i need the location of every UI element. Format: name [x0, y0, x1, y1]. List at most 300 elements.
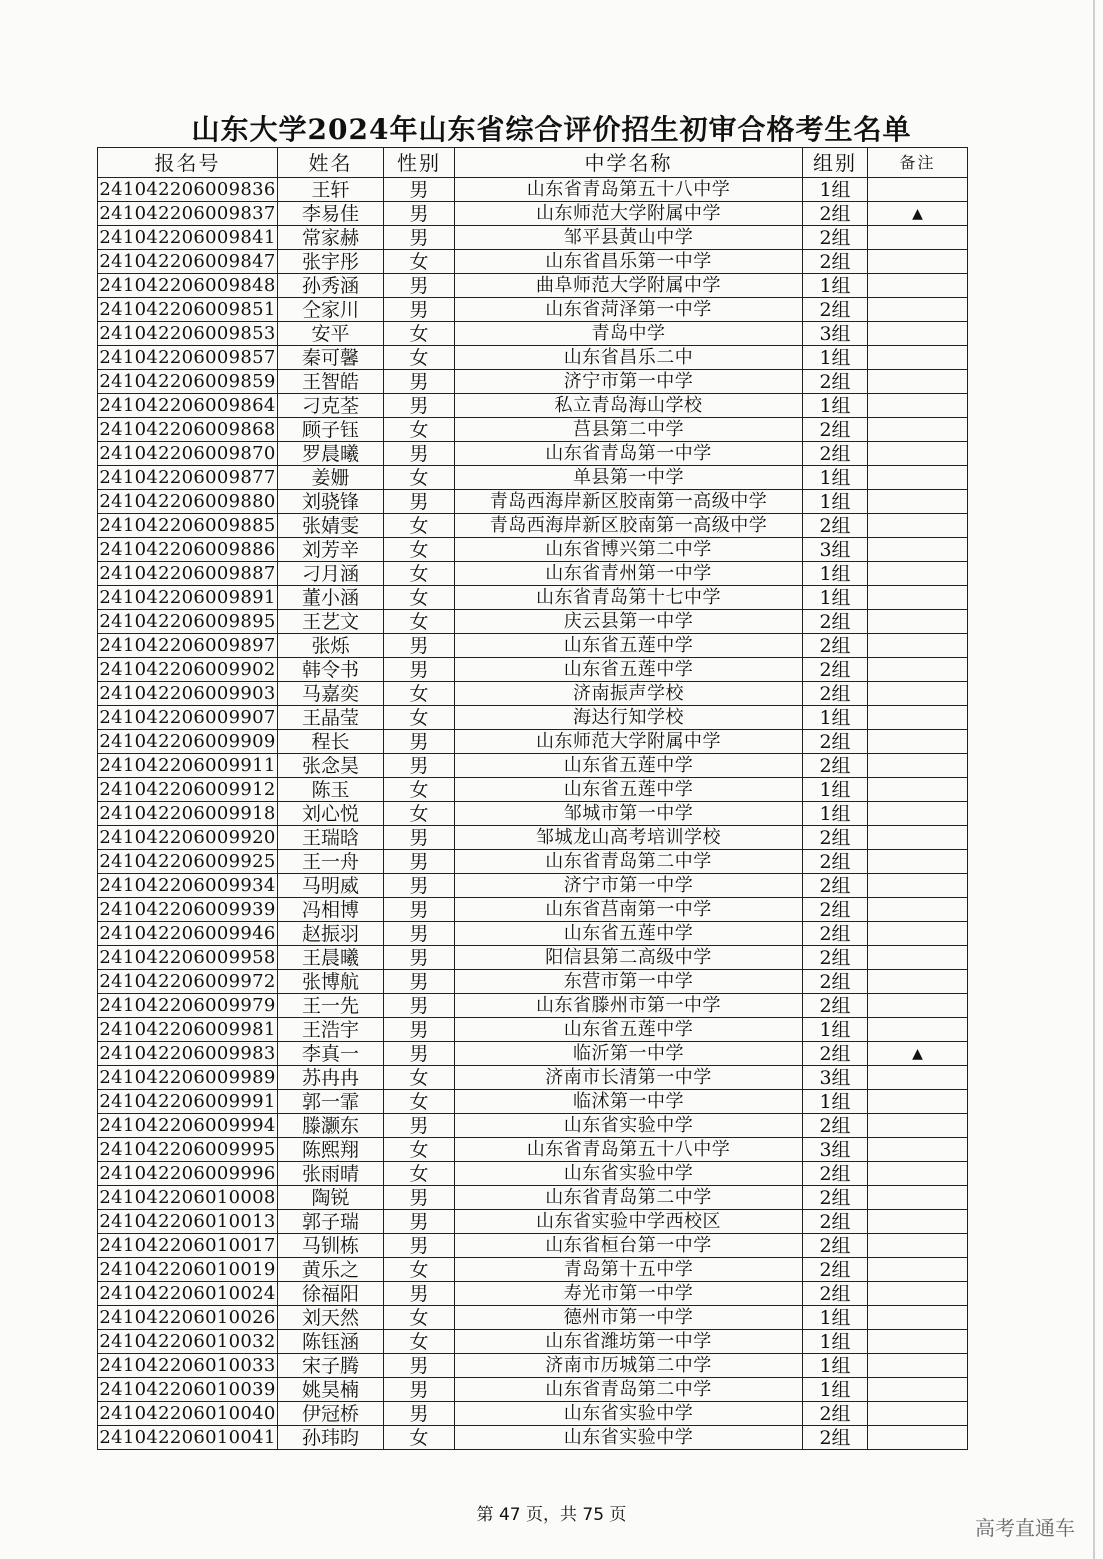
cell-sex: 女 [384, 250, 455, 274]
cell-note [868, 514, 968, 538]
cell-note [868, 850, 968, 874]
cell-school: 山东省五莲中学 [455, 922, 803, 946]
table-row [98, 466, 968, 490]
cell-note [868, 994, 968, 1018]
cell-group: 1组 [803, 802, 868, 826]
cell-id: 241042206009887 [99, 562, 276, 584]
cell-name: 刁月涵 [278, 562, 384, 586]
table-row [98, 922, 968, 946]
table-row [98, 1234, 968, 1258]
cell-sex: 女 [384, 1330, 455, 1354]
cell-note [868, 1282, 968, 1306]
cell-group: 2组 [803, 730, 868, 754]
cell-group: 3组 [803, 538, 868, 562]
cell-sex: 男 [384, 970, 455, 994]
cell-note [868, 610, 968, 634]
cell-group: 2组 [803, 1402, 868, 1426]
cell-school: 邹城龙山高考培训学校 [455, 826, 803, 850]
cell-name: 董小涵 [278, 586, 384, 610]
cell-sex: 女 [384, 778, 455, 802]
table-row [98, 874, 968, 898]
cell-sex: 男 [384, 946, 455, 970]
header-name: 姓名 [278, 148, 384, 178]
cell-group: 1组 [803, 1306, 868, 1330]
table-row [98, 802, 968, 826]
cell-note [868, 826, 968, 850]
table-row [98, 1210, 968, 1234]
cell-id: 241042206009911 [99, 754, 276, 776]
cell-note [868, 1354, 968, 1378]
cell-sex: 女 [384, 322, 455, 346]
header-school: 中学名称 [455, 148, 803, 178]
cell-sex: 男 [384, 874, 455, 898]
cell-sex: 男 [384, 1402, 455, 1426]
cell-school: 山东省实验中学 [455, 1426, 803, 1450]
cell-school: 山东省菏泽第一中学 [455, 298, 803, 322]
cell-group: 3组 [803, 1138, 868, 1162]
cell-school: 莒县第二中学 [455, 418, 803, 442]
cell-name: 刘芳辛 [278, 538, 384, 562]
watermark: 高考直通车 [975, 1516, 1075, 1540]
cell-name: 刘天然 [278, 1306, 384, 1330]
document-title: 山东大学2024年山东省综合评价招生初审合格考生名单 [191, 113, 912, 146]
cell-school: 私立青岛海山学校 [455, 394, 803, 418]
cell-school: 寿光市第一中学 [455, 1282, 803, 1306]
cell-id: 241042206009934 [99, 874, 276, 896]
cell-name: 刁克荃 [278, 394, 384, 418]
cell-name: 陶锐 [278, 1186, 384, 1210]
cell-name: 宋子腾 [278, 1354, 384, 1378]
cell-school: 青岛第十五中学 [455, 1258, 803, 1282]
cell-sex: 男 [384, 202, 455, 226]
cell-group: 2组 [803, 874, 868, 898]
cell-group: 2组 [803, 250, 868, 274]
table-row [98, 778, 968, 802]
table-row [98, 898, 968, 922]
cell-note [868, 754, 968, 778]
cell-group: 2组 [803, 1114, 868, 1138]
cell-group: 1组 [803, 586, 868, 610]
cell-group: 2组 [803, 1426, 868, 1450]
cell-note [868, 274, 968, 298]
cell-group: 2组 [803, 442, 868, 466]
cell-id: 241042206009925 [99, 850, 276, 872]
cell-school: 临沭第一中学 [455, 1090, 803, 1114]
cell-group: 2组 [803, 1162, 868, 1186]
cell-group: 2组 [803, 1186, 868, 1210]
cell-school: 山东省桓台第一中学 [455, 1234, 803, 1258]
cell-id: 241042206010017 [99, 1234, 276, 1256]
cell-note [868, 1066, 968, 1090]
table-row [98, 634, 968, 658]
cell-school: 山东省实验中学 [455, 1402, 803, 1426]
cell-note [868, 1162, 968, 1186]
table-row [98, 706, 968, 730]
table-row [98, 370, 968, 394]
table-row [98, 946, 968, 970]
cell-note [868, 1330, 968, 1354]
table-row [98, 1138, 968, 1162]
cell-group: 1组 [803, 1330, 868, 1354]
cell-sex: 男 [384, 898, 455, 922]
cell-sex: 女 [384, 1090, 455, 1114]
cell-sex: 男 [384, 1234, 455, 1258]
cell-group: 2组 [803, 298, 868, 322]
cell-school: 济宁市第一中学 [455, 874, 803, 898]
cell-note [868, 250, 968, 274]
cell-school: 邹平县黄山中学 [455, 226, 803, 250]
table-row [98, 1186, 968, 1210]
table-row [98, 586, 968, 610]
cell-sex: 女 [384, 466, 455, 490]
cell-note [868, 730, 968, 754]
cell-name: 张念昊 [278, 754, 384, 778]
cell-id: 241042206009897 [99, 634, 276, 656]
cell-group: 1组 [803, 1090, 868, 1114]
cell-name: 李真一 [278, 1042, 384, 1066]
cell-school: 曲阜师范大学附属中学 [455, 274, 803, 298]
table-row [98, 178, 968, 202]
cell-name: 王瑞晗 [278, 826, 384, 850]
cell-id: 241042206010013 [99, 1210, 276, 1232]
cell-id: 241042206009920 [99, 826, 276, 848]
cell-group: 2组 [803, 922, 868, 946]
cell-school: 山东省五莲中学 [455, 634, 803, 658]
cell-id: 241042206009909 [99, 730, 276, 752]
table-row [98, 322, 968, 346]
cell-sex: 女 [384, 586, 455, 610]
cell-group: 3组 [803, 1066, 868, 1090]
cell-school: 临沂第一中学 [455, 1042, 803, 1066]
cell-name: 秦可馨 [278, 346, 384, 370]
cell-sex: 男 [384, 274, 455, 298]
cell-id: 241042206009939 [99, 898, 276, 920]
cell-name: 陈熙翔 [278, 1138, 384, 1162]
cell-name: 张雨晴 [278, 1162, 384, 1186]
cell-name: 王智皓 [278, 370, 384, 394]
cell-note [868, 778, 968, 802]
cell-id: 241042206009972 [99, 970, 276, 992]
table-row [98, 1114, 968, 1138]
cell-group: 2组 [803, 850, 868, 874]
cell-school: 山东省昌乐二中 [455, 346, 803, 370]
cell-name: 顾子钰 [278, 418, 384, 442]
cell-note [868, 466, 968, 490]
cell-school: 单县第一中学 [455, 466, 803, 490]
cell-note [868, 898, 968, 922]
cell-note [868, 1402, 968, 1426]
cell-name: 马明威 [278, 874, 384, 898]
cell-sex: 男 [384, 634, 455, 658]
cell-name: 马嘉奕 [278, 682, 384, 706]
cell-name: 仝家川 [278, 298, 384, 322]
cell-group: 2组 [803, 754, 868, 778]
table-row [98, 754, 968, 778]
cell-group: 2组 [803, 682, 868, 706]
cell-note [868, 1090, 968, 1114]
cell-name: 马钏栋 [278, 1234, 384, 1258]
cell-note [868, 1258, 968, 1282]
cell-sex: 女 [384, 706, 455, 730]
cell-sex: 女 [384, 1426, 455, 1450]
cell-id: 241042206009994 [99, 1114, 276, 1136]
cell-school: 山东省滕州市第一中学 [455, 994, 803, 1018]
cell-school: 济南市历城第二中学 [455, 1354, 803, 1378]
cell-name: 姚昊楠 [278, 1378, 384, 1402]
cell-sex: 男 [384, 178, 455, 202]
cell-id: 241042206010033 [99, 1354, 276, 1376]
cell-group: 1组 [803, 394, 868, 418]
cell-note [868, 1210, 968, 1234]
cell-id: 241042206009981 [99, 1018, 276, 1040]
cell-group: 1组 [803, 706, 868, 730]
cell-note [868, 538, 968, 562]
cell-school: 青岛西海岸新区胶南第一高级中学 [455, 490, 803, 514]
cell-group: 3组 [803, 322, 868, 346]
cell-name: 李易佳 [278, 202, 384, 226]
cell-name: 赵振羽 [278, 922, 384, 946]
cell-name: 陈玉 [278, 778, 384, 802]
cell-name: 黄乐之 [278, 1258, 384, 1282]
cell-school: 山东省实验中学 [455, 1162, 803, 1186]
cell-name: 滕灏东 [278, 1114, 384, 1138]
cell-id: 241042206009995 [99, 1138, 276, 1160]
cell-name: 王一舟 [278, 850, 384, 874]
cell-id: 241042206009912 [99, 778, 276, 800]
cell-id: 241042206009886 [99, 538, 276, 560]
table-row [98, 1018, 968, 1042]
cell-note [868, 370, 968, 394]
cell-group: 2组 [803, 1258, 868, 1282]
cell-id: 241042206009848 [99, 274, 276, 296]
cell-id: 241042206009847 [99, 250, 276, 272]
cell-note [868, 562, 968, 586]
cell-name: 罗晨曦 [278, 442, 384, 466]
cell-sex: 女 [384, 1138, 455, 1162]
cell-sex: 男 [384, 1186, 455, 1210]
table-row [98, 1066, 968, 1090]
cell-sex: 女 [384, 418, 455, 442]
cell-note [868, 226, 968, 250]
cell-note [868, 346, 968, 370]
cell-note: ▲ [868, 202, 968, 226]
table-row [98, 682, 968, 706]
cell-group: 1组 [803, 274, 868, 298]
cell-school: 青岛中学 [455, 322, 803, 346]
cell-name: 常家赫 [278, 226, 384, 250]
cell-note [868, 658, 968, 682]
cell-id: 241042206009958 [99, 946, 276, 968]
cell-group: 2组 [803, 970, 868, 994]
cell-sex: 男 [384, 850, 455, 874]
cell-sex: 男 [384, 1018, 455, 1042]
cell-sex: 女 [384, 610, 455, 634]
cell-note [868, 586, 968, 610]
cell-group: 1组 [803, 178, 868, 202]
cell-id: 241042206010041 [99, 1426, 276, 1448]
cell-id: 241042206010026 [99, 1306, 276, 1328]
cell-note [868, 1186, 968, 1210]
cell-school: 德州市第一中学 [455, 1306, 803, 1330]
cell-name: 郭子瑞 [278, 1210, 384, 1234]
cell-sex: 男 [384, 1378, 455, 1402]
cell-school: 山东师范大学附属中学 [455, 202, 803, 226]
table-row [98, 538, 968, 562]
cell-note [868, 874, 968, 898]
cell-id: 241042206009836 [99, 178, 276, 200]
table-row [98, 418, 968, 442]
cell-note [868, 1306, 968, 1330]
cell-group: 2组 [803, 658, 868, 682]
header-note: 备注 [868, 148, 968, 178]
cell-name: 孙玮昀 [278, 1426, 384, 1450]
cell-school: 济南振声学校 [455, 682, 803, 706]
cell-note [868, 970, 968, 994]
cell-school: 山东省莒南第一中学 [455, 898, 803, 922]
cell-note [868, 394, 968, 418]
cell-note [868, 322, 968, 346]
cell-sex: 女 [384, 538, 455, 562]
cell-sex: 男 [384, 826, 455, 850]
cell-group: 1组 [803, 1354, 868, 1378]
cell-group: 2组 [803, 202, 868, 226]
cell-id: 241042206009859 [99, 370, 276, 392]
cell-id: 241042206009907 [99, 706, 276, 728]
table-row [98, 994, 968, 1018]
cell-school: 山东省实验中学西校区 [455, 1210, 803, 1234]
table-row [98, 1426, 968, 1450]
table-row [98, 226, 968, 250]
cell-group: 2组 [803, 1282, 868, 1306]
cell-sex: 男 [384, 754, 455, 778]
cell-name: 徐福阳 [278, 1282, 384, 1306]
table-body [98, 178, 968, 1450]
cell-id: 241042206009868 [99, 418, 276, 440]
cell-sex: 男 [384, 1210, 455, 1234]
cell-id: 241042206009870 [99, 442, 276, 464]
cell-id: 241042206009837 [99, 202, 276, 224]
table-row [98, 1402, 968, 1426]
cell-group: 2组 [803, 1234, 868, 1258]
cell-sex: 男 [384, 442, 455, 466]
cell-note [868, 634, 968, 658]
cell-group: 2组 [803, 226, 868, 250]
table-row [98, 250, 968, 274]
table-header-row [98, 148, 968, 178]
cell-note [868, 178, 968, 202]
cell-id: 241042206009885 [99, 514, 276, 536]
cell-group: 2组 [803, 1210, 868, 1234]
table-row [98, 274, 968, 298]
cell-group: 1组 [803, 562, 868, 586]
cell-id: 241042206010032 [99, 1330, 276, 1352]
cell-school: 济宁市第一中学 [455, 370, 803, 394]
cell-sex: 女 [384, 1162, 455, 1186]
cell-name: 张宇彤 [278, 250, 384, 274]
table-row [98, 1354, 968, 1378]
cell-school: 海达行知学校 [455, 706, 803, 730]
cell-note [868, 1378, 968, 1402]
cell-id: 241042206009946 [99, 922, 276, 944]
cell-note [868, 922, 968, 946]
cell-sex: 女 [384, 514, 455, 538]
cell-id: 241042206009902 [99, 658, 276, 680]
cell-name: 张烁 [278, 634, 384, 658]
cell-name: 安平 [278, 322, 384, 346]
cell-note [868, 1114, 968, 1138]
cell-name: 张婧雯 [278, 514, 384, 538]
cell-name: 冯相博 [278, 898, 384, 922]
cell-name: 郭一霏 [278, 1090, 384, 1114]
cell-sex: 男 [384, 1282, 455, 1306]
cell-note: ▲ [868, 1042, 968, 1066]
cell-id: 241042206009918 [99, 802, 276, 824]
cell-sex: 男 [384, 490, 455, 514]
cell-group: 2组 [803, 634, 868, 658]
cell-name: 王艺文 [278, 610, 384, 634]
cell-note [868, 802, 968, 826]
cell-group: 2组 [803, 1042, 868, 1066]
cell-group: 1组 [803, 1378, 868, 1402]
table-row [98, 1162, 968, 1186]
cell-school: 山东省青岛第一中学 [455, 442, 803, 466]
table-row [98, 1090, 968, 1114]
cell-note [868, 1018, 968, 1042]
cell-school: 山东省五莲中学 [455, 778, 803, 802]
cell-sex: 女 [384, 346, 455, 370]
cell-group: 2组 [803, 514, 868, 538]
cell-note [868, 946, 968, 970]
cell-sex: 男 [384, 226, 455, 250]
cell-sex: 女 [384, 1306, 455, 1330]
cell-name: 陈钰涵 [278, 1330, 384, 1354]
cell-id: 241042206009989 [99, 1066, 276, 1088]
cell-school: 山东省五莲中学 [455, 1018, 803, 1042]
cell-id: 241042206009991 [99, 1090, 276, 1112]
cell-id: 241042206009853 [99, 322, 276, 344]
cell-school: 济南市长清第一中学 [455, 1066, 803, 1090]
cell-sex: 女 [384, 562, 455, 586]
cell-group: 1组 [803, 1018, 868, 1042]
cell-note [868, 418, 968, 442]
cell-school: 山东省青岛第十七中学 [455, 586, 803, 610]
table-row [98, 346, 968, 370]
cell-school: 山东省青州第一中学 [455, 562, 803, 586]
table-row [98, 394, 968, 418]
cell-name: 伊冠桥 [278, 1402, 384, 1426]
cell-note [868, 298, 968, 322]
cell-group: 1组 [803, 466, 868, 490]
cell-school: 山东省青岛第二中学 [455, 1186, 803, 1210]
cell-sex: 男 [384, 922, 455, 946]
cell-note [868, 1138, 968, 1162]
cell-school: 山东省青岛第五十八中学 [455, 1138, 803, 1162]
candidate-table [97, 147, 968, 1450]
table-row [98, 298, 968, 322]
cell-school: 庆云县第一中学 [455, 610, 803, 634]
cell-name: 姜姗 [278, 466, 384, 490]
cell-school: 山东省青岛第五十八中学 [455, 178, 803, 202]
cell-group: 2组 [803, 370, 868, 394]
table-row [98, 850, 968, 874]
cell-school: 邹城市第一中学 [455, 802, 803, 826]
cell-id: 241042206009979 [99, 994, 276, 1016]
scan-edge [1093, 0, 1095, 1559]
cell-name: 韩令书 [278, 658, 384, 682]
cell-name: 王晨曦 [278, 946, 384, 970]
cell-sex: 男 [384, 394, 455, 418]
table-row [98, 610, 968, 634]
